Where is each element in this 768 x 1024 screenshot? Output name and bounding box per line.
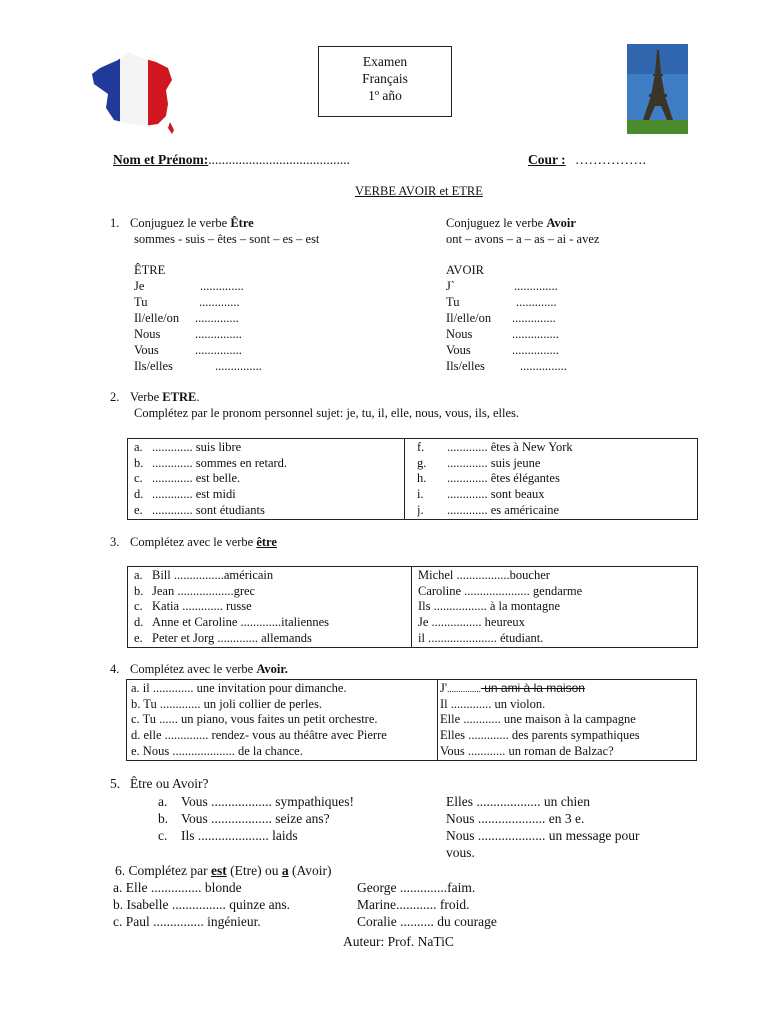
worksheet-title: VERBE AVOIR et ETRE bbox=[355, 184, 483, 198]
ex2-label bbox=[130, 390, 199, 405]
ex3-item-e[interactable] bbox=[134, 631, 405, 647]
ex2-item-letter: d. bbox=[134, 487, 144, 502]
ex5-right-item-cont: vous. bbox=[446, 845, 475, 860]
ex2-item-text: ............. êtes à New York bbox=[447, 440, 573, 454]
ex6-left-item[interactable]: c. Paul ............... ingénieur. bbox=[113, 914, 261, 929]
ex6-right-item[interactable]: Coralie .......... du courage bbox=[357, 914, 497, 929]
ex1-etre-pronoun-3: Il/elle/on bbox=[134, 311, 180, 325]
ex3-number: 3. bbox=[110, 535, 120, 549]
ex3-item-b[interactable] bbox=[134, 584, 405, 600]
ex6-instruction bbox=[115, 863, 331, 879]
class-label: Cour : bbox=[528, 152, 566, 167]
exam-title-line1: Examen bbox=[362, 54, 408, 69]
ex3-item-text: Katia ............. russe bbox=[152, 599, 252, 614]
ex2-period: . bbox=[196, 390, 200, 404]
ex1-etre-blank-3[interactable]: .............. bbox=[195, 311, 239, 325]
ex1-avoir-blank-6[interactable]: ............... bbox=[520, 359, 567, 373]
class-field[interactable] bbox=[528, 152, 646, 168]
ex3-item-letter: e. bbox=[134, 630, 143, 645]
ex1-etre-intro: Conjuguez le verbe bbox=[130, 216, 231, 230]
ex3-item-text: Bill ................américain bbox=[152, 568, 274, 582]
ex1-avoir-forms: ont – avons – a – as – ai - avez bbox=[446, 232, 600, 246]
ex1-etre-heading: ÊTRE bbox=[134, 263, 166, 277]
ex2-item-f[interactable] bbox=[417, 440, 691, 456]
ex1-etre-blank-1[interactable]: .............. bbox=[200, 279, 244, 293]
ex1-etre-blank-4[interactable]: ............... bbox=[195, 327, 242, 341]
ex4-left-item[interactable]: d. elle .............. rendez- vous au théâtre avec Pierre bbox=[131, 728, 387, 743]
ex2-item-letter: e. bbox=[134, 502, 143, 517]
ex1-avoir-pronoun-5: Vous bbox=[446, 343, 471, 357]
ex1-etre-pronoun-6: Ils/elles bbox=[134, 359, 173, 373]
ex1-etre-blank-2[interactable]: ............. bbox=[199, 295, 240, 309]
ex6-est: est bbox=[210, 863, 227, 878]
ex2-item-text: ............. sommes en retard. bbox=[152, 455, 288, 470]
ex4-left-item[interactable]: a. il ............. une invitation pour dimanche. bbox=[131, 681, 347, 695]
exam-title-box bbox=[318, 46, 452, 117]
ex3-item-letter: d. bbox=[134, 615, 144, 630]
ex2-item-text: ............. sont étudiants bbox=[152, 502, 265, 517]
ex4-right-first-text: un ami à la maison bbox=[480, 681, 585, 695]
ex2-item-d[interactable] bbox=[134, 487, 398, 503]
ex2-item-letter: j. bbox=[417, 502, 424, 517]
ex4-instruction-text: Complétez avec le verbe bbox=[130, 662, 257, 676]
ex6-intro: 6. Complétez par bbox=[115, 863, 211, 878]
ex2-item-text: ............. êtes élégantes bbox=[447, 471, 560, 486]
class-dots: ……………. bbox=[575, 152, 646, 167]
author-footer: Auteur: Prof. NaTiC bbox=[343, 934, 454, 949]
ex4-right-first-pronoun: J' bbox=[440, 681, 448, 695]
ex1-avoir-verb: Avoir bbox=[546, 216, 576, 230]
ex2-item-letter: f. bbox=[417, 440, 425, 454]
ex3-right-item[interactable]: il ...................... étudiant. bbox=[418, 630, 544, 645]
ex1-etre-pronoun-2: Tu bbox=[134, 295, 148, 309]
ex1-avoir-pronoun-6: Ils/elles bbox=[446, 359, 485, 373]
ex3-right-item[interactable]: Ils ................. à la montagne bbox=[418, 599, 560, 614]
ex2-item-text: ............. suis jeune bbox=[447, 455, 541, 470]
ex2-item-j[interactable] bbox=[417, 503, 691, 519]
ex3-item-c[interactable] bbox=[134, 599, 405, 615]
ex4-right-column bbox=[438, 680, 697, 761]
ex2-label-text: Verbe bbox=[130, 390, 163, 404]
ex3-table bbox=[127, 566, 698, 648]
name-dots: .......................................... bbox=[208, 152, 350, 167]
ex5-number: 5. bbox=[110, 776, 121, 791]
ex4-right-item[interactable]: Vous ............ un roman de Balzac? bbox=[440, 743, 614, 758]
ex4-right-item[interactable] bbox=[440, 681, 690, 697]
ex5-right-item[interactable]: Nous .................... un message pour bbox=[446, 828, 640, 843]
ex5-item-b-letter: b. bbox=[158, 811, 169, 826]
ex2-item-letter: a. bbox=[134, 440, 143, 454]
ex1-avoir-blank-1[interactable]: .............. bbox=[514, 279, 558, 293]
ex1-avoir-pronoun-1: J` bbox=[446, 279, 456, 293]
ex1-avoir-blank-3[interactable]: .............. bbox=[512, 311, 556, 325]
ex3-verb: être bbox=[256, 535, 277, 549]
ex1-etre-blank-5[interactable]: ............... bbox=[195, 343, 242, 357]
exam-title-line2: Français bbox=[362, 71, 408, 86]
ex4-verb: Avoir. bbox=[256, 662, 288, 676]
ex3-item-a[interactable] bbox=[134, 568, 405, 584]
ex4-left-item[interactable]: b. Tu ............. un joli collier de perles. bbox=[131, 696, 322, 711]
ex3-item-d[interactable] bbox=[134, 615, 405, 631]
name-label: Nom et Prénom: bbox=[113, 152, 209, 167]
ex2-table bbox=[127, 438, 698, 520]
ex6-right-item[interactable]: George ..............faim. bbox=[357, 880, 476, 895]
ex1-etre-blank-6[interactable]: ............... bbox=[215, 359, 262, 373]
ex2-item-letter: c. bbox=[134, 471, 143, 486]
ex2-item-g[interactable] bbox=[417, 456, 691, 472]
ex2-item-e[interactable] bbox=[134, 503, 398, 519]
ex2-item-letter: b. bbox=[134, 455, 144, 470]
ex5-item-a-letter: a. bbox=[158, 794, 168, 809]
ex6-a: a bbox=[281, 863, 289, 878]
ex4-right-first-blank: ............... bbox=[447, 684, 481, 694]
ex3-instruction bbox=[130, 535, 277, 550]
ex1-etre-verb: Être bbox=[230, 216, 254, 230]
exam-title-line3: 1º año bbox=[368, 88, 402, 103]
ex3-item-text: Peter et Jorg ............. allemands bbox=[152, 630, 312, 645]
ex6-avoir-paren: (Avoir) bbox=[288, 863, 332, 878]
ex1-avoir-blank-5[interactable]: ............... bbox=[512, 343, 559, 357]
france-flag-map-image bbox=[88, 50, 182, 136]
ex3-item-letter: b. bbox=[134, 583, 144, 598]
ex2-item-b[interactable] bbox=[134, 456, 398, 472]
ex1-etre-pronoun-4: Nous bbox=[134, 327, 161, 341]
ex4-right-item[interactable]: Elle ............ une maison à la campagne bbox=[440, 712, 636, 727]
ex4-left-item[interactable]: c. Tu ...... un piano, vous faites un petit orchestre. bbox=[131, 712, 378, 727]
ex3-right-item[interactable]: Michel .................boucher bbox=[418, 568, 550, 582]
ex2-left-column bbox=[128, 439, 405, 520]
ex1-etre-instruction bbox=[130, 216, 254, 231]
ex4-right-item[interactable]: Elles ............. des parents sympathiques bbox=[440, 728, 640, 743]
ex1-etre-forms: sommes - suis – êtes – sont – es – est bbox=[134, 232, 320, 246]
ex1-avoir-blank-2[interactable]: ............. bbox=[516, 295, 557, 309]
ex1-etre-pronoun-5: Vous bbox=[134, 343, 159, 357]
ex4-table bbox=[126, 679, 697, 761]
ex5-right-item[interactable]: Nous .................... en 3 e. bbox=[446, 811, 585, 826]
ex4-left-item[interactable]: e. Nous .................... de la chance. bbox=[131, 743, 303, 758]
ex2-item-text: ............. suis libre bbox=[152, 440, 242, 454]
ex2-item-a[interactable] bbox=[134, 440, 398, 456]
ex2-item-text: ............. est belle. bbox=[152, 471, 241, 486]
name-field[interactable] bbox=[113, 152, 350, 168]
ex6-left-item[interactable]: a. Elle ............... blonde bbox=[113, 880, 242, 895]
ex3-right-column bbox=[412, 567, 698, 648]
ex1-avoir-blank-4[interactable]: ............... bbox=[512, 327, 559, 341]
ex1-avoir-heading: AVOIR bbox=[446, 263, 484, 277]
ex2-item-text: ............. est midi bbox=[152, 487, 236, 502]
ex3-item-letter: c. bbox=[134, 599, 143, 614]
ex3-item-text: Anne et Caroline .............italiennes bbox=[152, 615, 330, 630]
ex4-right-item[interactable]: Il ............. un violon. bbox=[440, 696, 546, 711]
ex2-item-letter: i. bbox=[417, 487, 424, 502]
ex2-number: 2. bbox=[110, 390, 120, 404]
ex1-avoir-pronoun-4: Nous bbox=[446, 327, 473, 341]
ex5-item-c[interactable]: Ils ..................... laids bbox=[181, 828, 298, 843]
ex1-avoir-pronoun-3: Il/elle/on bbox=[446, 311, 492, 325]
ex3-right-item[interactable]: Caroline ..................... gendarme bbox=[418, 583, 583, 598]
ex4-instruction bbox=[130, 662, 288, 677]
ex2-item-text: ............. es américaine bbox=[447, 502, 560, 517]
ex5-item-c-letter: c. bbox=[158, 828, 168, 843]
ex5-title: Être ou Avoir? bbox=[130, 776, 209, 791]
ex5-right-item[interactable]: Elles ................... un chien bbox=[446, 794, 590, 809]
ex4-number: 4. bbox=[110, 662, 120, 676]
ex2-instruction: Complétez par le pronom personnel sujet: je, tu, il, elle, nous, vous, ils, elles. bbox=[134, 406, 519, 420]
ex1-avoir-intro: Conjuguez le verbe bbox=[446, 216, 547, 230]
ex2-item-letter: g. bbox=[417, 455, 427, 470]
ex1-number: 1. bbox=[110, 216, 120, 230]
ex2-right-column bbox=[405, 439, 698, 520]
ex1-etre-pronoun-1: Je bbox=[134, 279, 145, 293]
eiffel-tower-photo bbox=[627, 44, 688, 134]
ex5-item-a[interactable]: Vous .................. sympathiques! bbox=[181, 794, 355, 809]
ex6-left-item[interactable]: b. Isabelle ................ quinze ans. bbox=[113, 897, 290, 912]
ex1-avoir-pronoun-2: Tu bbox=[446, 295, 460, 309]
ex3-item-text: Jean ..................grec bbox=[152, 583, 256, 598]
ex3-item-letter: a. bbox=[134, 568, 143, 582]
ex2-item-c[interactable] bbox=[134, 471, 398, 487]
ex5-item-b[interactable]: Vous .................. seize ans? bbox=[181, 811, 330, 826]
ex2-item-letter: h. bbox=[417, 471, 427, 486]
ex2-item-h[interactable] bbox=[417, 471, 691, 487]
ex4-left-column bbox=[127, 680, 438, 761]
ex3-left-column bbox=[128, 567, 412, 648]
ex3-instruction-text: Complétez avec le verbe bbox=[130, 535, 257, 549]
ex1-avoir-instruction bbox=[446, 216, 576, 231]
ex6-right-item[interactable]: Marine............ froid. bbox=[357, 897, 470, 912]
ex2-item-text: ............. sont beaux bbox=[447, 487, 545, 502]
ex3-right-item[interactable]: Je ................ heureux bbox=[418, 615, 525, 630]
ex2-verb: ETRE bbox=[162, 390, 197, 404]
ex6-etre-paren: (Etre) ou bbox=[226, 863, 282, 878]
ex2-item-i[interactable] bbox=[417, 487, 691, 503]
